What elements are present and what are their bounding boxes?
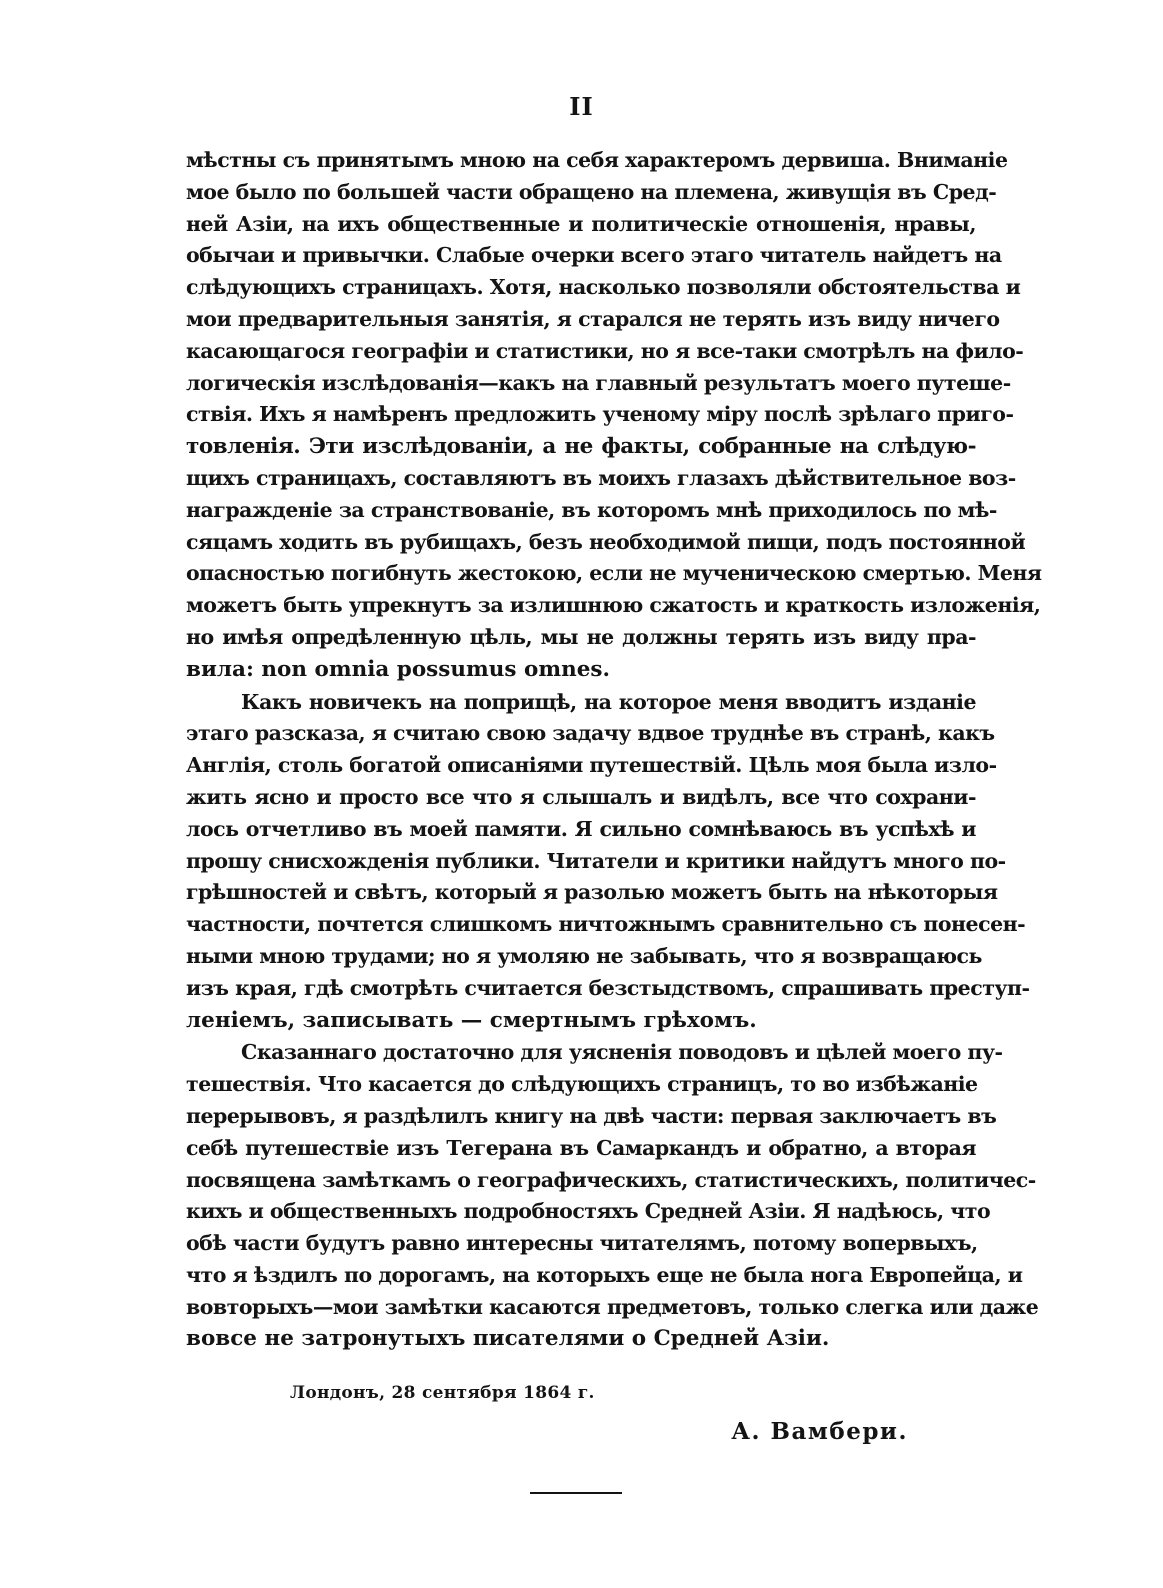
text-line: вовторыхъ—мои замѣтки касаются предметовъ, только слегка или даже xyxy=(186,1294,1039,1319)
end-divider xyxy=(530,1492,622,1494)
text-line: посвящена замѣткамъ о географическихъ, статистическихъ, политичес- xyxy=(186,1167,1036,1192)
author-signature: А. Вамбери. xyxy=(731,1418,908,1445)
text-line: изъ края, гдѣ смотрѣть считается безстыдствомъ, спрашивать преступ- xyxy=(186,975,1030,1000)
text-line: можетъ быть упрекнутъ за излишнюю сжатость и краткость изложенія, xyxy=(186,593,1041,618)
body-text xyxy=(186,145,1042,1356)
text-line: награжденіе за странствованіе, въ которомъ мнѣ приходилось по мѣ- xyxy=(186,497,997,522)
text-line: что я ѣздилъ по дорогамъ, на которыхъ еще не была нога Европейца, и xyxy=(186,1262,1023,1287)
place-date: Лондонъ, 28 сентября 1864 г. xyxy=(290,1383,595,1403)
text-line: прошу снисхожденія публики. Читатели и критики найдутъ много по- xyxy=(186,848,1006,873)
text-line: Англія, столь богатой описаніями путешествій. Цѣль моя была изло- xyxy=(186,753,997,778)
text-line: щихъ страницахъ, составляютъ въ моихъ глазахъ дѣйствительное воз- xyxy=(186,465,1016,490)
text-line: вовсе не затронутыхъ писателями о Средней Азіи. xyxy=(186,1326,830,1352)
text-line: вила: non omnia possumus omnes. xyxy=(186,656,610,682)
text-line: опасностью погибнуть жестокою, если не мученическою смертью. Меня xyxy=(186,561,1042,586)
text-line: грѣшностей и свѣтъ, который я разолью можетъ быть на нѣкоторыя xyxy=(186,880,998,905)
text-line: слѣдующихъ страницахъ. Хотя, насколько позволяли обстоятельства и xyxy=(186,275,1021,300)
text-line: лось отчетливо въ моей памяти. Я сильно сомнѣваюсь въ успѣхѣ и xyxy=(186,816,976,841)
text-line: но имѣя опредѣленную цѣль, мы не должны терять изъ виду пра- xyxy=(186,624,976,649)
text-line: касающагося географіи и статистики, но я все-таки смотрѣлъ на фило- xyxy=(186,338,1024,363)
text-line: обѣ части будутъ равно интересны читателямъ, потому вопервыхъ, xyxy=(186,1231,978,1256)
text-line: мѣстны съ принятымъ мною на себя характеромъ дервиша. Вниманіе xyxy=(186,148,1008,172)
text-line: ствія. Ихъ я намѣренъ предложить ученому міру послѣ зрѣлаго приго- xyxy=(186,402,1014,427)
text-line: ней Азіи, на ихъ общественные и политическіе отношенія, нравы, xyxy=(186,211,976,236)
page-number: II xyxy=(569,92,594,121)
text-line: сяцамъ ходить въ рубищахъ, безъ необходимой пищи, подъ постоянной xyxy=(186,529,1026,554)
paragraph-1 xyxy=(186,145,1042,686)
text-line: леніемъ, записывать — смертнымъ грѣхомъ. xyxy=(186,1007,757,1033)
text-line: себѣ путешествіе изъ Тегерана въ Самаркандъ и обратно, а вторая xyxy=(186,1135,976,1160)
text-line: обычаи и привычки. Слабые очерки всего этаго читатель найдетъ на xyxy=(186,243,1002,268)
text-line: мое было по большей части обращено на племена, живущія въ Сред- xyxy=(186,179,997,204)
text-line: перерывовъ, я раздѣлилъ книгу на двѣ части: первая заключаетъ въ xyxy=(186,1103,997,1128)
text-line: жить ясно и просто все что я слышалъ и видѣлъ, все что сохрани- xyxy=(186,784,976,809)
text-line: Какъ новичекъ на поприщѣ, на которое меня вводитъ изданіе xyxy=(241,689,976,714)
text-line: кихъ и общественныхъ подробностяхъ Средней Азіи. Я надѣюсь, что xyxy=(186,1199,991,1224)
paragraph-3 xyxy=(186,1037,1039,1355)
paragraph-2 xyxy=(186,687,1030,1037)
text-line: тешествія. Что касается до слѣдующихъ страницъ, то во избѣжаніе xyxy=(186,1072,978,1097)
text-line: ными мною трудами; но я умоляю не забывать, что я возвращаюсь xyxy=(186,943,982,968)
text-line: логическія изслѣдованія—какъ на главный результатъ моего путеше- xyxy=(186,370,1011,395)
text-line: товленія. Эти изслѣдованіи, а не факты, собранные на слѣдую- xyxy=(186,434,976,460)
text-line: этаго разсказа, я считаю свою задачу вдвое труднѣе въ странѣ, какъ xyxy=(186,721,995,746)
text-line: частности, почтется слишкомъ ничтожнымъ сравнительно съ понесен- xyxy=(186,912,1026,937)
text-line: мои предварительныя занятія, я старался не терять изъ виду ничего xyxy=(186,306,1000,331)
text-line: Сказаннаго достаточно для уясненія поводовъ и цѣлей моего пу- xyxy=(241,1040,1003,1065)
